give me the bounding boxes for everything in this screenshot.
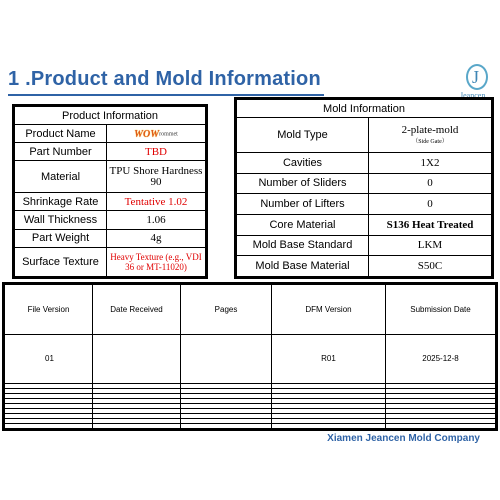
part-number-value: TBD	[107, 143, 206, 161]
mold-base-standard-label: Mold Base Standard	[237, 235, 369, 256]
wall-thickness-label: Wall Thickness	[15, 211, 107, 229]
table-row	[237, 256, 492, 277]
table-row	[15, 161, 206, 193]
file-version-cell: 01	[5, 334, 93, 384]
table-row	[15, 143, 206, 161]
table-row	[15, 229, 206, 247]
material-label: Material	[15, 161, 107, 193]
table-row	[15, 125, 206, 143]
lifters-value: 0	[369, 194, 492, 215]
mold-information-table	[234, 97, 494, 279]
mold-type-value	[369, 118, 492, 153]
version-header-row	[5, 285, 496, 335]
core-material-label: Core Material	[237, 214, 369, 235]
table-row	[237, 235, 492, 256]
version-table	[2, 282, 498, 431]
core-material-value: S136 Heat Treated	[369, 214, 492, 235]
surface-texture-value: Heavy Texture (e.g., VDI 36 or MT-11020)	[107, 247, 206, 276]
mold-type-label: Mold Type	[237, 118, 369, 153]
mold-type-note: （Side Gate）	[412, 139, 448, 146]
table-row	[15, 211, 206, 229]
product-name-value	[107, 125, 206, 143]
logo-j-icon: J	[472, 67, 480, 87]
wall-thickness-value: 1.06	[107, 211, 206, 229]
mold-base-standard-value: LKM	[369, 235, 492, 256]
col-dfm-version: DFM Version	[272, 285, 386, 335]
logo-wordmark: Jeancen	[460, 91, 486, 100]
col-file-version: File Version	[5, 285, 93, 335]
part-number-label: Part Number	[15, 143, 107, 161]
table-row	[237, 118, 492, 153]
sliders-value: 0	[369, 173, 492, 194]
cavities-label: Cavities	[237, 152, 369, 173]
col-submission-date: Submission Date	[386, 285, 496, 335]
page-title: 1 .Product and Mold Information	[8, 68, 321, 90]
cavities-value: 1X2	[369, 152, 492, 173]
product-logo: WOW	[134, 128, 160, 140]
table-row	[5, 334, 496, 384]
table-row	[237, 214, 492, 235]
material-value: TPU Shore Hardness 90	[107, 161, 206, 193]
table-row	[237, 194, 492, 215]
dfm-version-cell: R01	[272, 334, 386, 384]
table-row	[237, 152, 492, 173]
mold-header: Mold Information	[237, 100, 492, 118]
product-logo-suffix: rommet	[159, 131, 178, 138]
shrinkage-rate-value: Tentative 1.02	[107, 193, 206, 211]
col-date-received: Date Received	[93, 285, 181, 335]
product-information-table	[12, 104, 208, 279]
submission-date-cell: 2025-12-8	[386, 334, 496, 384]
table-row	[237, 173, 492, 194]
table-row	[15, 193, 206, 211]
product-header: Product Information	[15, 107, 206, 125]
mold-base-material-label: Mold Base Material	[237, 256, 369, 277]
title-underline	[8, 94, 324, 96]
pages-cell	[181, 334, 272, 384]
table-row	[15, 247, 206, 276]
col-pages: Pages	[181, 285, 272, 335]
product-name-label: Product Name	[15, 125, 107, 143]
mold-type-text: 2-plate-mold	[401, 124, 459, 137]
lifters-label: Number of Lifters	[237, 194, 369, 215]
part-weight-label: Part Weight	[15, 229, 107, 247]
company-name: Xiamen Jeancen Mold Company	[327, 433, 480, 444]
table-row	[5, 423, 496, 428]
date-received-cell	[93, 334, 181, 384]
sliders-label: Number of Sliders	[237, 173, 369, 194]
mold-base-material-value: S50C	[369, 256, 492, 277]
shrinkage-rate-label: Shrinkage Rate	[15, 193, 107, 211]
surface-texture-label: Surface Texture	[15, 247, 107, 276]
part-weight-value: 4g	[107, 229, 206, 247]
